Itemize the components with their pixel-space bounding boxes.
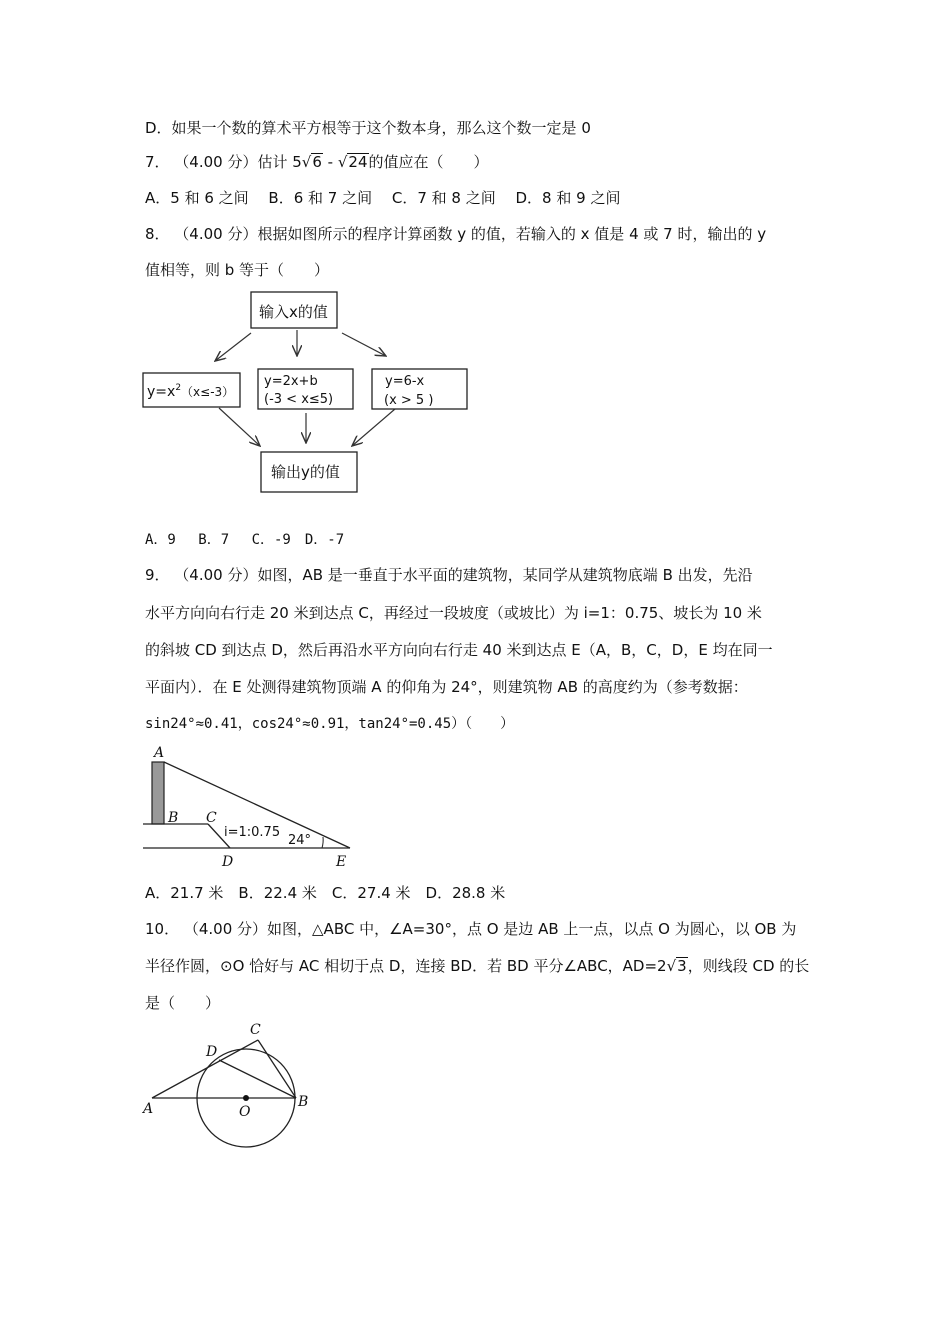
label-a: A (143, 1101, 154, 1117)
flow-right-line1: y=6-x (385, 374, 425, 389)
question10-line1: 10． （4.00 分）如图，△ABC 中，∠A=30°，点 O 是边 AB 上一点，以点 O 为圆心，以 OB 为 (145, 920, 797, 938)
label-c: C (250, 1022, 261, 1038)
question9-line3: 的斜坡 CD 到达点 D，然后再沿水平方向向右行走 40 米到达点 E（A，B，C，D，E 均在同一 (145, 641, 773, 659)
minus-sign: - (322, 153, 338, 171)
label-d: D (206, 1044, 218, 1060)
question9-line2: 水平方向向右行走 20 米到达点 C，再经过一段坡度（或坡比）为 i=1：0.75、坡长为 10 米 (145, 604, 762, 622)
segment-db (219, 1060, 296, 1098)
flow-output-label: 输出y的值 (271, 463, 340, 481)
slope-ratio: i=1:0.75 (224, 825, 281, 840)
angle-label: 24° (288, 833, 312, 848)
label-c: C (206, 810, 217, 826)
flow-mid-line2: (-3 < x≤5) (264, 392, 334, 407)
question9-line5: sin24°≈0.41，cos24°≈0.91，tan24°=0.45）（ ） (145, 716, 515, 732)
question7-suffix: 的值应在（ ） (368, 153, 489, 171)
label-d: D (222, 854, 234, 870)
label-o: O (239, 1104, 251, 1120)
flow-left-b: （x≤-3） (181, 385, 235, 399)
question9-line1: 9． （4.00 分）如图，AB 是一垂直于水平面的建筑物，某同学从建筑物底端 B 出发，先沿 (145, 566, 753, 584)
segment-ac (152, 1040, 258, 1098)
question6-option-d: D．如果一个数的算术平方根等于这个数本身，那么这个数一定是 0 (145, 119, 591, 137)
center-point (243, 1095, 249, 1101)
flow-mid-line1: y=2x+b (264, 374, 318, 389)
question10-line3: 是（ ） (145, 994, 221, 1012)
sqrt-symbol: √ (666, 957, 677, 975)
label-a: A (154, 745, 165, 761)
question8-options: A．9 B．7 C．-9 D．-7 (145, 532, 345, 548)
flow-right-line2: (x > 5 ) (384, 393, 434, 408)
question9-options: A．21.7 米 B．22.4 米 C．27.4 米 D．28.8 米 (145, 884, 506, 902)
label-e: E (336, 854, 347, 870)
question7-prefix: 7． （4.00 分）估计 5 (145, 153, 302, 171)
question10-line2-b: ，则线段 CD 的长 (687, 957, 810, 975)
radicand-3: 3 (677, 957, 687, 975)
question9-line4: 平面内）．在 E 处测得建筑物顶端 A 的仰角为 24°，则建筑物 AB 的高度约为（参考数据： (145, 678, 748, 696)
question8-line1: 8． （4.00 分）根据如图所示的程序计算函数 y 的值，若输入的 x 值是 4 或 7 时，输出的 y (145, 225, 767, 243)
radicand-24: 24 (348, 153, 368, 171)
question8-line2: 值相等，则 b 等于（ ） (145, 261, 330, 279)
question7-options: A．5 和 6 之间 B．6 和 7 之间 C．7 和 8 之间 D．8 和 9 之间 (145, 189, 621, 207)
question10-line2-a: 半径作圆，⊙O 恰好与 AC 相切于点 D，连接 BD．若 BD 平分∠ABC，AD=2 (145, 957, 667, 975)
sqrt-symbol: √ (301, 153, 312, 171)
flow-input-label: 输入x的值 (259, 303, 328, 321)
flow-left-a: y=x (147, 384, 176, 400)
radicand-6: 6 (312, 153, 322, 171)
label-b: B (168, 810, 179, 826)
sqrt-symbol: √ (337, 153, 348, 171)
flow-left-sup: 2 (175, 383, 182, 393)
label-b: B (298, 1094, 309, 1110)
